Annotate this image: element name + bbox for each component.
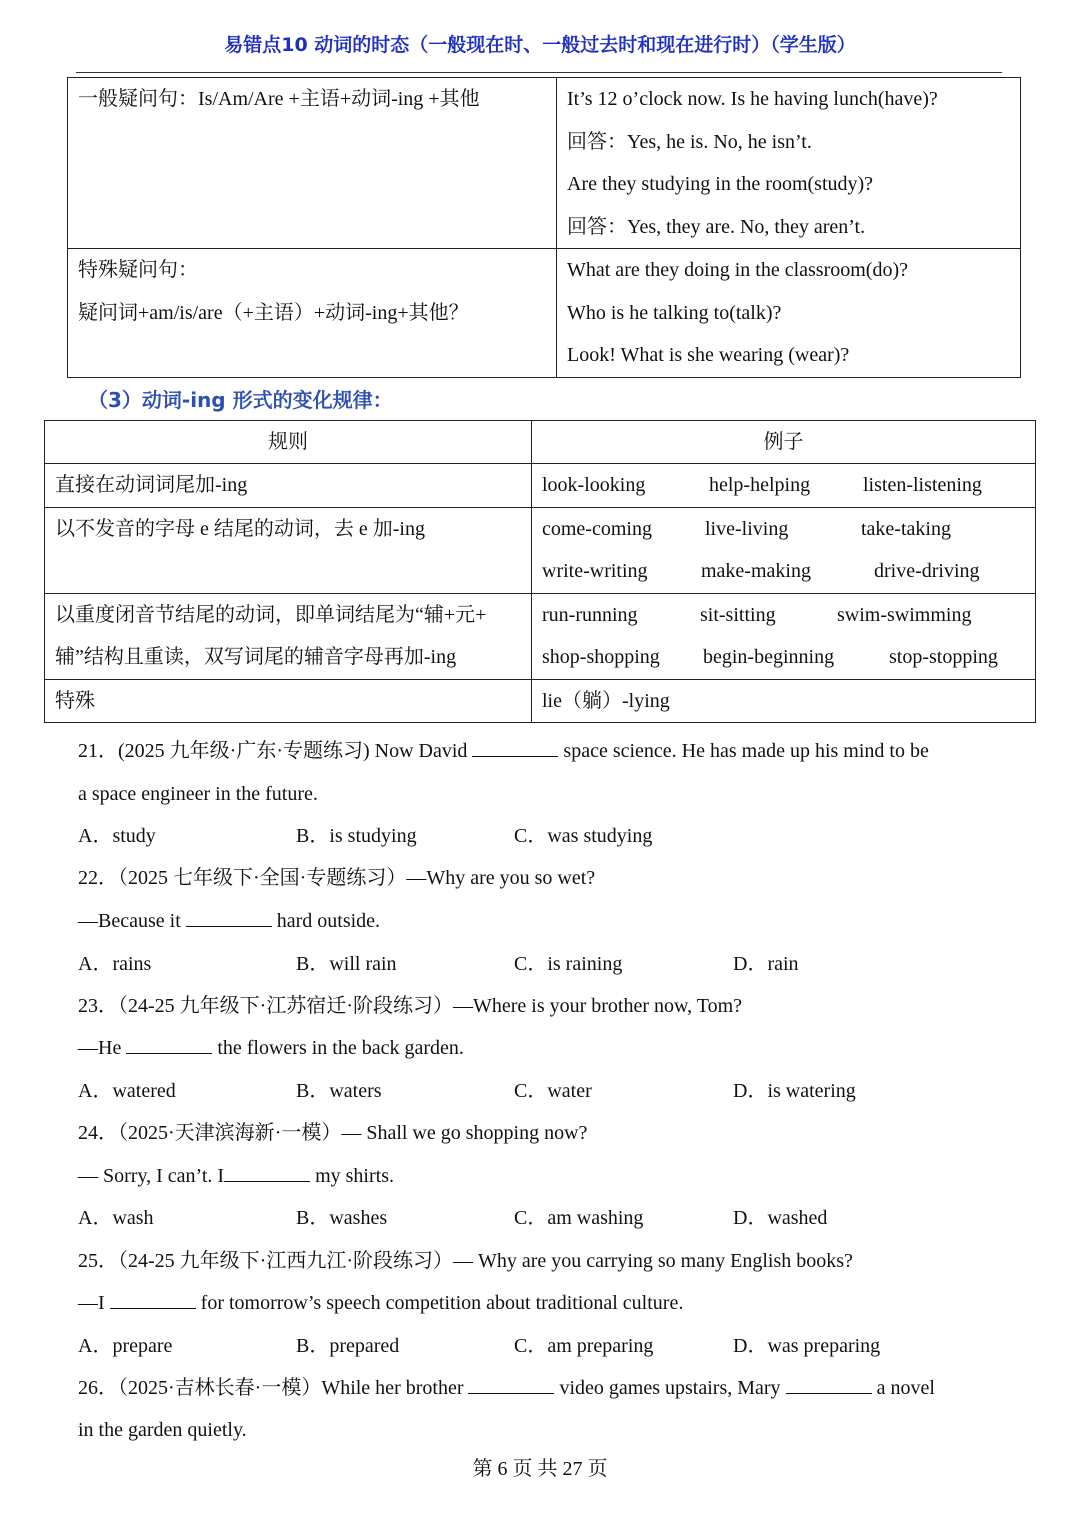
- question-text: —I: [78, 1292, 110, 1314]
- table-row: [68, 78, 1021, 249]
- option-d: D．is watering: [733, 1080, 856, 1102]
- table-row: [45, 507, 1036, 593]
- cell-line: It’s 12 o’clock now. Is he having lunch(have)?: [567, 88, 938, 110]
- answer-blank: [110, 1290, 196, 1309]
- example-word: swim-swimming: [837, 603, 972, 626]
- question-text: a novel: [871, 1377, 935, 1399]
- example-line: [542, 594, 1025, 637]
- cell-line: 特殊疑问句：: [78, 259, 198, 281]
- example-word: sit-sitting: [700, 603, 776, 626]
- option-b: B．washes: [296, 1207, 388, 1229]
- example-word: live-living: [705, 517, 789, 540]
- option-b: B．prepared: [296, 1335, 400, 1357]
- question-22-line2: [78, 900, 380, 943]
- rule-line: 直接在动词词尾加-ing: [55, 474, 248, 496]
- example-word: drive-driving: [874, 560, 980, 582]
- example-word: begin-beginning: [703, 646, 835, 668]
- question-text: — Sorry, I can’t. I: [78, 1165, 225, 1187]
- cell-line: What are they doing in the classroom(do)?: [567, 259, 908, 281]
- question-26-line1: [78, 1367, 935, 1410]
- answer-blank: [786, 1375, 872, 1394]
- example-word: look-looking: [542, 474, 646, 496]
- answer-blank: [186, 908, 272, 927]
- question-text: video games upstairs, Mary: [554, 1377, 786, 1399]
- example-line: [542, 508, 1025, 551]
- question-23-line2: [78, 1027, 464, 1070]
- option-c: C．was studying: [514, 825, 653, 847]
- cell-line: 一般疑问句：Is/Am/Are +主语+动词-ing +其他: [78, 88, 480, 110]
- option-a: A．study: [78, 825, 156, 847]
- option-c: C．am preparing: [514, 1335, 654, 1357]
- answer-blank: [468, 1375, 554, 1394]
- table-row: [45, 593, 1036, 679]
- rule-line: 以重度闭音节结尾的动词，即单词结尾为“辅+元+: [55, 603, 487, 626]
- question-25-line1: 25．（24-25 九年级下·江西九江·阶段练习）— Why are you carrying so many English books?: [78, 1250, 853, 1272]
- table-cell-left: [68, 78, 557, 249]
- rule-cell: [45, 507, 532, 593]
- ing-rules-table: [44, 420, 1036, 723]
- column-header-rule: 规则: [45, 421, 532, 464]
- table-cell-right: [557, 78, 1021, 249]
- example-line: [542, 464, 1025, 507]
- option-c: C．am washing: [514, 1207, 644, 1229]
- option-a: A．watered: [78, 1080, 176, 1102]
- example-word: lie（躺）-lying: [542, 689, 670, 712]
- question-text: —He: [78, 1037, 127, 1059]
- question-24-line1: 24．（2025·天津滨海新·一模）— Shall we go shopping now?: [78, 1122, 588, 1144]
- option-b: B．is studying: [296, 825, 417, 847]
- question-text: —Because it: [78, 910, 186, 932]
- section-heading: （3）动词-ing 形式的变化规律：: [88, 388, 393, 412]
- answer-blank: [126, 1035, 212, 1054]
- interrogative-table: [67, 77, 1021, 378]
- example-cell: [532, 679, 1036, 723]
- table-cell-left: [68, 249, 557, 378]
- example-line: [542, 680, 1025, 723]
- question-text: for tomorrow’s speech competition about traditional culture.: [195, 1292, 684, 1314]
- option-d: D．rain: [733, 953, 799, 975]
- cell-line: Are they studying in the room(study)?: [567, 173, 874, 195]
- example-word: take-taking: [861, 517, 951, 540]
- page-header-title: 易错点10 动词的时态（一般现在时、一般过去时和现在进行时）（学生版）: [224, 34, 856, 56]
- rule-line: 以不发音的字母 e 结尾的动词，去 e 加-ing: [55, 517, 425, 540]
- option-b: B．waters: [296, 1080, 382, 1102]
- option-b: B．will rain: [296, 953, 397, 975]
- question-21-line1: [78, 730, 929, 773]
- table-row: [45, 464, 1036, 508]
- cell-line: 疑问词+am/is/are（+主语）+动词-ing+其他？: [78, 301, 469, 324]
- question-26-line2: in the garden quietly.: [78, 1419, 247, 1441]
- cell-line: Look! What is she wearing (wear)?: [567, 344, 850, 366]
- cell-line: 回答：Yes, he is. No, he isn’t.: [567, 130, 812, 153]
- question-text: space science. He has made up his mind to be: [558, 740, 929, 762]
- question-24-line2: [78, 1155, 394, 1198]
- table-row: [68, 249, 1021, 378]
- table-row: [45, 679, 1036, 723]
- example-cell: [532, 464, 1036, 508]
- example-cell: [532, 593, 1036, 679]
- table-cell-right: [557, 249, 1021, 378]
- example-word: shop-shopping: [542, 646, 660, 668]
- option-a: A．wash: [78, 1207, 154, 1229]
- rule-cell: [45, 593, 532, 679]
- answer-blank: [224, 1163, 310, 1182]
- option-a: A．prepare: [78, 1335, 173, 1357]
- option-c: C．is raining: [514, 953, 623, 975]
- question-text: 21．(2025 九年级·广东·专题练习) Now David: [78, 740, 473, 762]
- example-word: come-coming: [542, 517, 652, 540]
- question-text: hard outside.: [271, 910, 381, 932]
- column-header-example: 例子: [532, 421, 1036, 464]
- question-text: my shirts.: [310, 1165, 394, 1187]
- example-cell: [532, 507, 1036, 593]
- header-divider: [76, 72, 1002, 73]
- rule-cell: [45, 464, 532, 508]
- example-line: [542, 550, 1025, 593]
- question-25-line2: [78, 1282, 683, 1325]
- cell-line: 回答：Yes, they are. No, they aren’t.: [567, 215, 866, 238]
- rule-line: 辅”结构且重读，双写词尾的辅音字母再加-ing: [55, 646, 457, 668]
- option-d: D．washed: [733, 1207, 828, 1229]
- option-c: C．water: [514, 1080, 592, 1102]
- table-header-row: [45, 421, 1036, 464]
- question-23-line1: 23．（24-25 九年级下·江苏宿迁·阶段练习）—Where is your brother now, Tom?: [78, 995, 743, 1017]
- option-d: D．was preparing: [733, 1335, 881, 1357]
- answer-blank: [472, 738, 558, 757]
- option-a: A．rains: [78, 953, 152, 975]
- example-word: listen-listening: [863, 474, 982, 496]
- question-text: 26．（2025·吉林长春·一模）While her brother: [78, 1377, 469, 1399]
- question-text: the flowers in the back garden.: [212, 1037, 464, 1059]
- example-word: write-writing: [542, 560, 648, 582]
- example-word: make-making: [701, 560, 811, 582]
- rule-cell: [45, 679, 532, 723]
- cell-line: Who is he talking to(talk)?: [567, 301, 782, 324]
- example-word: run-running: [542, 603, 638, 626]
- question-22-line1: 22．（2025 七年级下·全国·专题练习）—Why are you so wet?: [78, 867, 596, 889]
- question-21-line2: a space engineer in the future.: [78, 783, 318, 805]
- example-word: stop-stopping: [889, 646, 998, 668]
- rule-line: 特殊: [55, 689, 95, 712]
- example-word: help-helping: [709, 474, 811, 496]
- page-footer: 第 6 页 共 27 页: [472, 1458, 608, 1480]
- example-line: [542, 636, 1025, 679]
